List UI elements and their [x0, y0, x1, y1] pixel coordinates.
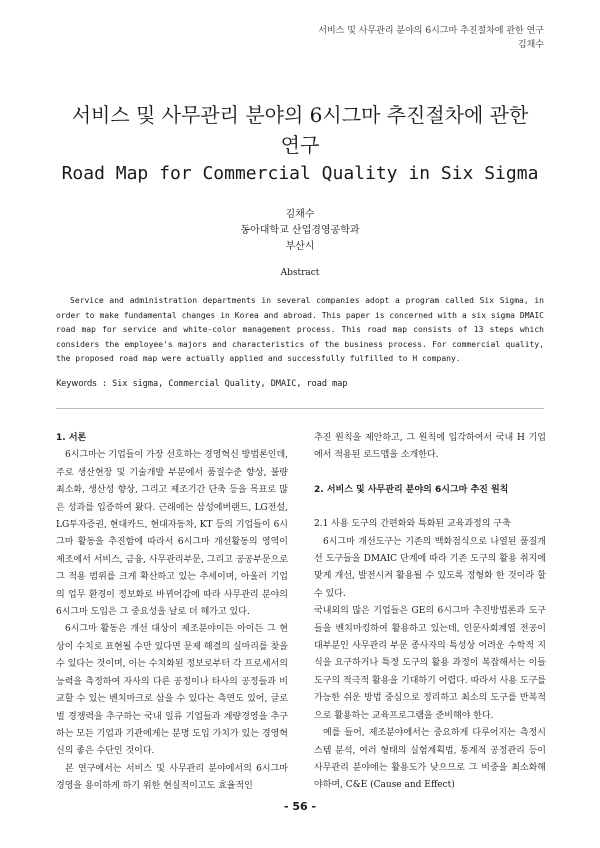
right-column	[314, 430, 546, 795]
keywords-text: Six sigma, Commercial Quality, DMAIC, road map	[112, 379, 348, 389]
title-korean-line-2: 연구	[280, 133, 320, 157]
title-english: Road Map for Commercial Quality in Six Sigma	[61, 163, 539, 184]
page-number: - 56 -	[283, 800, 317, 813]
paragraph: 6시그마 개선도구는 기존의 백화점식으로 나열된 품질개선 도구들을 DMAIC 단계에 따라 기존 도구의 활용 취지에 맞게 개선, 발전시켜 활용될 수 있도록 정형화 한 것이라 할 수 있다.	[314, 536, 546, 599]
paragraph: 예를 들어, 제조분야에서는 중요하게 다루어지는 측정시스템 분석, 여러 형태의 실험계획법, 통계적 공정관리 등이 사무관리 분야에는 활용도가 낮으므로 그 비중을 최소화해야하며, C&E (Cause and Effect)	[314, 728, 546, 791]
abstract-text: Service and administration departments in several companies adopt a program called Six Sigma, in order to make fundamental changes in Korea and abroad. This paper is concerned with a six sigma DMAIC road map for service and white-color management process. This road map consists of 13 steps which considers the employee's majors and characteristics of the business process. For commercial quality, the proposed road map were actually applied and successfully fulfilled to H company.	[56, 296, 544, 363]
paragraph: 추진 원칙을 제안하고, 그 원칙에 입각하여서 국내 H 기업에서 적용된 로드맵을 소개한다.	[314, 433, 546, 461]
section-divider	[56, 408, 544, 409]
spacer	[314, 499, 546, 516]
paragraph: 국내외의 많은 기업들은 GE의 6시그마 추진방법론과 도구들을 벤치마킹하여 활용하고 있는데, 인문사회계열 전공이 대부분인 사무관리 부문 종사자의 특성상 어려운 수학적 지식을 요구하거나 특정 도구의 활용 과정이 복잡해서는 이들 도구의 적극적 활용을 기대하기 어렵다. 따라서 사용 도구를 가능한 쉬운 방법 중심으로 정리하고 최소의 도구를 반복적으로 활용하는 교육프로그램을 준비해야 한다.	[314, 606, 546, 721]
author-name: 김채수	[285, 209, 315, 220]
paragraph: 6시그마 활동은 개선 대상이 제조분야이든 아이든 그 현상이 수치로 표현될 수만 있다면 문제 해결의 실마리를 찾을 수 있다는 것이며, 이는 수치화된 정보로부터 각 프로세서의 능력을 측정하여 자사의 다른 공정이나 타사의 공정들과 비교할 수 있는 벤치마크로 삼을 수 있다는 측면도 있어, 글로벌 경쟁력을 추구하는 국내 일류 기업들과 계량경영을 추구하는 모든 기업과 기관에게는 분명 도입 가치가 있는 경영혁신의 좋은 수단인 것이다.	[56, 624, 288, 757]
running-head-author: 김채수	[517, 40, 544, 50]
section-heading-introduction: 1. 서론	[56, 433, 87, 443]
keywords-separator: :	[96, 379, 113, 389]
author-block	[0, 207, 600, 255]
author-affiliation: 동아대학교 산업경영공학과	[240, 225, 360, 236]
title-korean	[40, 100, 560, 160]
left-column	[56, 430, 288, 796]
abstract-heading: Abstract	[280, 268, 320, 278]
keywords-label: Keywords	[56, 379, 97, 389]
spacer	[314, 465, 546, 482]
paragraph: 본 연구에서는 서비스 및 사무관리 분야에서의 6시그마 경영을 용이하게 하기 위한 현실적이고도 효율적인	[56, 763, 288, 792]
section-heading-principles: 2. 서비스 및 사무관리 분야의 6시그마 추진 원칙	[314, 484, 509, 495]
title-korean-line-1: 서비스 및 사무관리 분야의 6시그마 추진절차에 관한	[71, 103, 529, 127]
paragraph: 6시그마는 기업들이 가장 선호하는 경영혁신 방법론인데, 주로 생산현장 및 기술개발 부분에서 품질수준 향상, 불량 최소화, 생산성 향상, 그리고 제조기간 단축 등을 목표로 많은 성과를 입증하여 왔다. 근래에는 삼성에버랜드, LG전설, LG투자증권, 현대카드, 현대자동차, KT 등의 기업들이 6시그마 활동을 추진함에 따라서 6시그마 개선활동의 영역이 제조에서 서비스, 금융, 사무관리부문, 그리고 공공부문으로 그 적용 범위를 크게 확산하고 있는 추세이며, 아울러 기업의 업무 환경이 정보화로 바뀌어감에 따라 사무관리 분야의 6시그마 도입은 그 중요성을 날로 더 해가고 있다.	[56, 450, 288, 618]
running-head	[318, 24, 544, 52]
subsection-heading: 2.1 사용 도구의 간편화와 특화된 교육과정의 구축	[314, 519, 511, 530]
keywords-line	[56, 379, 544, 389]
running-head-title: 서비스 및 사무관리 분야의 6시그마 추진절차에 관한 연구	[318, 26, 544, 36]
author-city: 부산시	[285, 241, 315, 252]
